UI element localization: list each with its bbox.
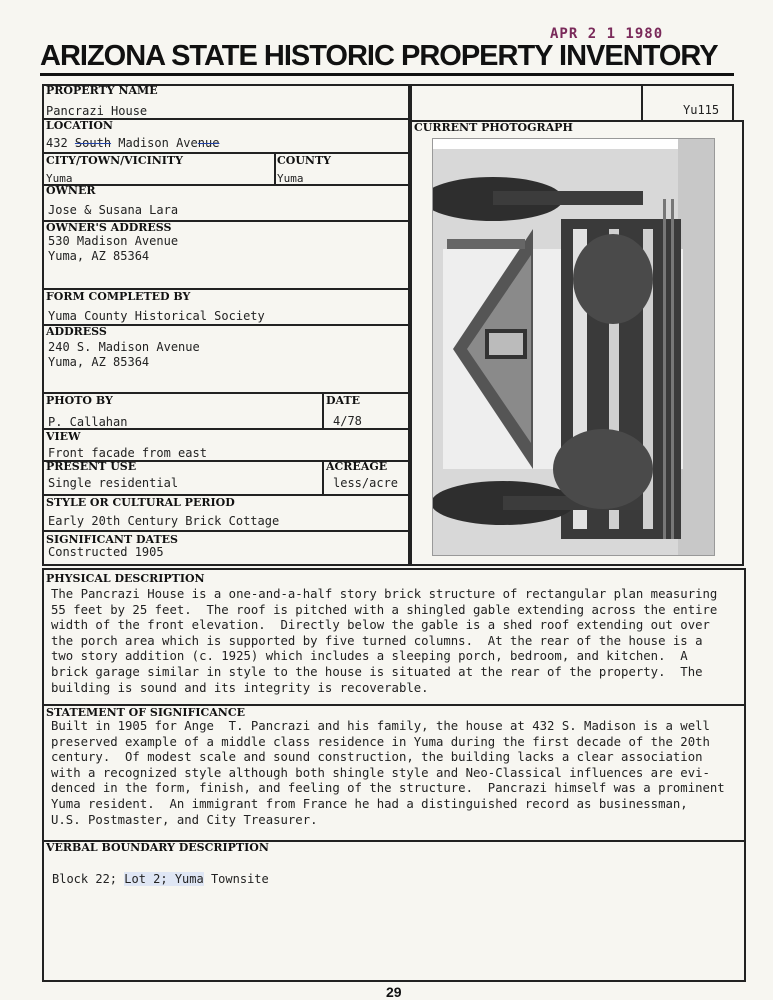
received-date-stamp: APR 2 1 1980 <box>550 26 664 42</box>
acreage-label: ACREAGE <box>326 460 388 473</box>
house-photograph <box>432 138 715 556</box>
owner-address-line2: Yuma, AZ 85364 <box>48 249 150 263</box>
location-value <box>46 136 219 150</box>
county-label: COUNTY <box>277 154 332 167</box>
form-completed-value: Yuma County Historical Society <box>48 309 265 323</box>
verbal-boundary-part1: Block 22; <box>52 872 125 886</box>
property-name-value: Pancrazi House <box>46 104 148 118</box>
statement-of-significance-label: STATEMENT OF SIGNIFICANCE <box>46 706 246 719</box>
verbal-boundary-box <box>42 840 746 982</box>
acreage-value: less/acre <box>333 476 399 490</box>
significant-dates-label: SIGNIFICANT DATES <box>46 533 178 546</box>
physical-description-label: PHYSICAL DESCRIPTION <box>46 572 205 585</box>
verbal-boundary-highlight: Lot 2; Yuma <box>124 872 204 886</box>
location-number: 432 <box>46 136 68 150</box>
view-value: Front facade from east <box>48 446 207 460</box>
owner-address-line1: 530 Madison Avenue <box>48 234 179 248</box>
house-photo-illustration <box>433 139 715 556</box>
location-struck-suffix: nue <box>197 136 220 150</box>
form-title: ARIZONA STATE HISTORIC PROPERTY INVENTORY <box>40 40 718 72</box>
county-value: Yuma <box>277 172 304 185</box>
verbal-boundary-label: VERBAL BOUNDARY DESCRIPTION <box>46 841 269 854</box>
site-number-value: Yu115 <box>683 103 720 117</box>
owner-address-label: OWNER'S ADDRESS <box>46 221 172 234</box>
address-line2: Yuma, AZ 85364 <box>48 355 150 369</box>
photo-by-value: P. Callahan <box>48 415 128 429</box>
owner-value: Jose & Susana Lara <box>48 203 179 217</box>
verbal-boundary-value <box>52 872 269 886</box>
style-label: STYLE OR CULTURAL PERIOD <box>46 496 235 509</box>
property-name-label: PROPERTY NAME <box>46 84 158 97</box>
title-rule <box>40 73 734 76</box>
site-number-divider-box <box>410 84 643 122</box>
verbal-boundary-part3: Townsite <box>203 872 269 886</box>
present-use-label: PRESENT USE <box>46 460 137 473</box>
page-number: 29 <box>386 984 402 1000</box>
location-street: Madison Ave <box>118 136 198 150</box>
statement-of-significance-text: Built in 1905 for Ange T. Pancrazi and his family, the house at 432 S. Madison is a well preserved example of a middle class residence in Yuma during the first decade of the 20th century. Of modest scale and sound construction, the building lacks a clear association with a recognized style although both shingle style and Neo-Classical influences are evi- denced in the form, finish, and feeling of the structure. Pancrazi himself was a prominent Yuma resident. An immigrant from France he had a distinguished record as businessman, U.S. Postmaster, and City Treasurer. <box>51 719 725 827</box>
significant-dates-value: Constructed 1905 <box>48 545 164 559</box>
address-label: ADDRESS <box>46 325 107 338</box>
address-line1: 240 S. Madison Avenue <box>48 340 200 354</box>
date-label: DATE <box>326 394 361 407</box>
current-photograph-label: CURRENT PHOTOGRAPH <box>414 121 573 134</box>
physical-description-text: The Pancrazi House is a one-and-a-half story brick structure of rectangular plan measuring 55 feet by 25 feet. The roof is pitched with a shingled gable extending across the entire width of the front elevation. Directly below the gable is a shed roof extending out over the porch area which is supported by five turned columns. At the rear of the house is a two story addition (c. 1925) which includes a sleeping porch, bedroom, and kitchen. A brick garage similar in style to the house is situated at the rear of the property. The building is sound and its integrity is recoverable. <box>51 587 718 695</box>
style-value: Early 20th Century Brick Cottage <box>48 514 280 528</box>
location-struck-word: South <box>74 136 112 150</box>
form-completed-label: FORM COMPLETED BY <box>46 290 191 303</box>
view-label: VIEW <box>46 430 81 443</box>
city-value: Yuma <box>46 172 73 185</box>
city-label: CITY/TOWN/VICINITY <box>46 154 183 167</box>
present-use-value: Single residential <box>48 476 179 490</box>
owner-label: OWNER <box>46 184 96 197</box>
photo-by-label: PHOTO BY <box>46 394 113 407</box>
date-value: 4/78 <box>333 414 362 428</box>
location-label: LOCATION <box>46 119 113 132</box>
